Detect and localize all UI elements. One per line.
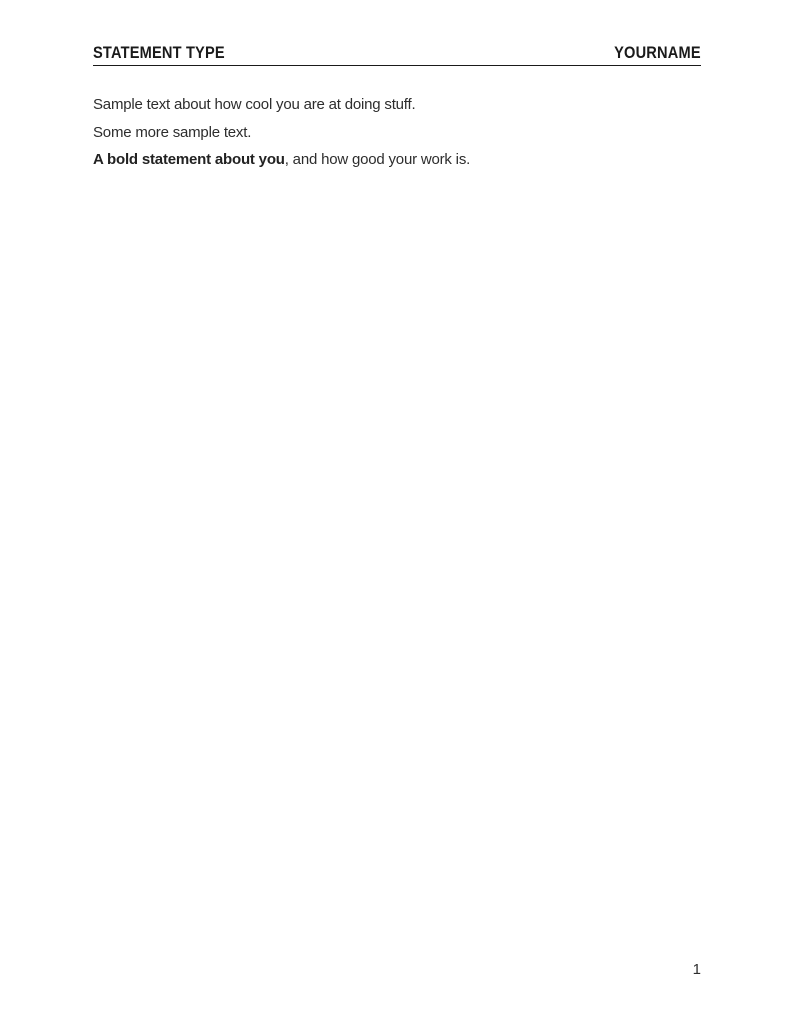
document-body (93, 96, 701, 179)
header-yourname: YOURNAME (614, 43, 701, 62)
body-line-3-bold-statement: A bold statement about you (93, 151, 285, 168)
body-line-3-rest: , and how good your work is. (284, 151, 471, 168)
body-line-3 (93, 151, 701, 170)
body-line-1: Sample text about how cool you are at doing stuff. (93, 96, 416, 113)
document-footer (693, 960, 701, 979)
header-statement-type: STATEMENT TYPE (93, 43, 225, 62)
body-line-2: Some more sample text. (93, 123, 252, 141)
page-number: 1 (692, 961, 701, 978)
document-header (93, 42, 701, 66)
